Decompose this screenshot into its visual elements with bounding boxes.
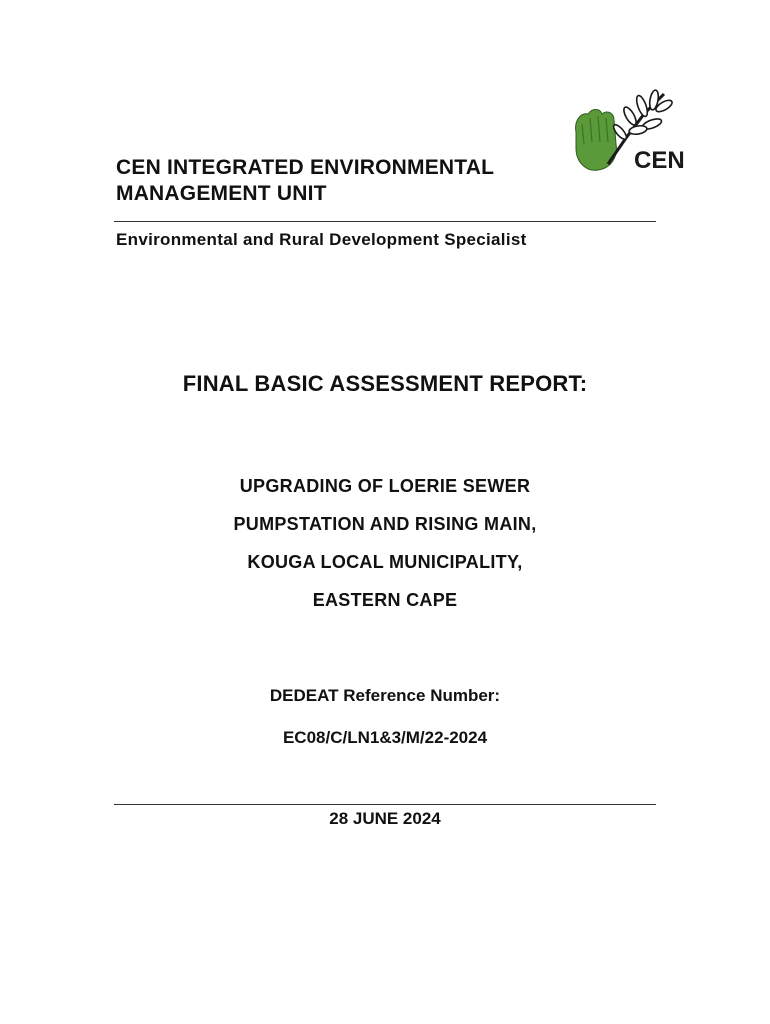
date-divider xyxy=(114,804,656,805)
organization-title xyxy=(116,155,576,207)
report-date: 28 JUNE 2024 xyxy=(329,809,441,828)
org-title-line-2: MANAGEMENT UNIT xyxy=(116,182,327,205)
header-divider xyxy=(114,221,656,222)
project-line-3: KOUGA LOCAL MUNICIPALITY, xyxy=(247,552,523,572)
project-line-4: EASTERN CAPE xyxy=(312,590,458,610)
report-title: FINAL BASIC ASSESSMENT REPORT: xyxy=(182,371,588,396)
cen-logo xyxy=(568,84,688,176)
project-line-2: PUMPSTATION AND RISING MAIN, xyxy=(233,514,537,534)
project-line-1: UPGRADING OF LOERIE SEWER xyxy=(239,476,531,496)
leaf-icon xyxy=(612,89,674,141)
logo-text: CEN xyxy=(634,147,685,174)
reference-label: DEDEAT Reference Number: xyxy=(269,686,501,705)
reference-number: EC08/C/LN1&3/M/22-2024 xyxy=(282,728,488,747)
organization-subtitle: Environmental and Rural Development Specialist xyxy=(116,230,527,249)
org-title-line-1: CEN INTEGRATED ENVIRONMENTAL xyxy=(116,156,495,179)
